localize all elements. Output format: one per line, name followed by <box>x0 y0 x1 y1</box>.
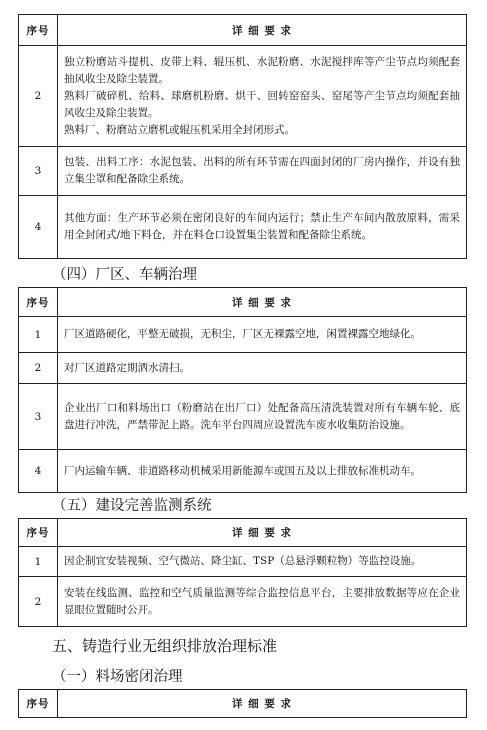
header-number: 序号 <box>19 288 58 317</box>
row-requirement: 企业出厂口和料场出口（粉磨站在出厂口）处配备高压清洗装置对所有车辆车轮、底盘进行冲洗，严禁带泥上路。洗车平台四周应设置洗车废水收集防治设施。 <box>58 384 467 450</box>
requirement-paragraph: 熟料厂、粉磨站立磨机或辊压机采用全封闭形式。 <box>64 123 295 136</box>
table-header-row <box>19 690 467 718</box>
table-header-row <box>19 15 467 46</box>
row-requirement: 因企制宜安装视频、空气微站、降尘缸、TSP（总悬浮颗粒物）等监控设施。 <box>58 547 467 577</box>
header-number: 序号 <box>19 690 58 718</box>
row-number: 4 <box>19 450 58 493</box>
row-number: 1 <box>19 317 58 353</box>
row-requirement <box>58 196 467 259</box>
header-requirements: 详 细 要 求 <box>58 15 467 46</box>
table-row <box>19 46 467 147</box>
table-row <box>19 317 467 353</box>
header-requirements: 详 细 要 求 <box>58 288 467 317</box>
header-requirements: 详 细 要 求 <box>58 690 467 718</box>
requirement-paragraph: 独立粉磨站斗提机、皮带上料、辊压机、水泥粉磨、水泥搅拌库等产尘节点均须配套抽风收尘及除尘装置。 <box>64 55 460 85</box>
header-number: 序号 <box>19 15 58 46</box>
section-title-monitoring: （五）建设完善监测系统 <box>52 498 212 514</box>
requirements-table-plant-vehicles <box>18 287 467 493</box>
chapter-title-foundry: 五、铸造行业无组织排放治理标准 <box>52 637 278 655</box>
table-row <box>19 547 467 577</box>
table-row <box>19 196 467 259</box>
row-requirement <box>58 46 467 147</box>
table-row <box>19 450 467 493</box>
table-row <box>19 384 467 450</box>
requirements-table-monitoring <box>18 518 467 627</box>
row-requirement: 厂内运输车辆、非道路移动机械采用新能源车或国五及以上排放标准机动车。 <box>58 450 467 493</box>
requirements-table-1 <box>18 14 467 259</box>
row-number: 4 <box>19 196 58 259</box>
row-number: 2 <box>19 46 58 147</box>
row-number: 1 <box>19 547 58 577</box>
requirements-table-material-yard <box>18 689 467 718</box>
section-title-plant-vehicles: （四）厂区、车辆治理 <box>52 267 197 283</box>
requirement-paragraph: 其他方面：生产环节必须在密闭良好的车间内运行；禁止生产车间内散放原料，需采用全封闭式/地下料仓，并在料仓口设置集尘装置和配备除尘系统。 <box>64 212 460 241</box>
row-requirement: 厂区道路硬化，平整无破损，无积尘，厂区无裸露空地，闲置裸露空地绿化。 <box>58 317 467 353</box>
table-row <box>19 577 467 627</box>
table-row <box>19 353 467 384</box>
row-number: 3 <box>19 384 58 450</box>
requirement-paragraph: 熟料厂破碎机、给料、球磨机粉磨、烘干、回转窑窑头、窑尾等产尘节点均须配套抽风收尘及除尘装置。 <box>64 89 460 119</box>
row-requirement: 对厂区道路定期洒水清扫。 <box>58 353 467 384</box>
table-header-row <box>19 288 467 317</box>
row-number: 2 <box>19 577 58 627</box>
table-header-row <box>19 519 467 547</box>
header-requirements: 详 细 要 求 <box>58 519 467 547</box>
section-title-material-yard: （一）料场密闭治理 <box>52 669 183 685</box>
row-number: 3 <box>19 147 58 196</box>
row-requirement <box>58 147 467 196</box>
table-row <box>19 147 467 196</box>
header-number: 序号 <box>19 519 58 547</box>
requirement-paragraph: 包装、出料工序：水泥包装、出料的所有环节需在四面封闭的厂房内操作，并设有独立集尘罩和配备除尘系统。 <box>64 156 460 185</box>
row-number: 2 <box>19 353 58 384</box>
row-requirement: 安装在线监测、监控和空气质量监测等综合监控信息平台，主要排放数据等应在企业显眼位置随时公开。 <box>58 577 467 627</box>
